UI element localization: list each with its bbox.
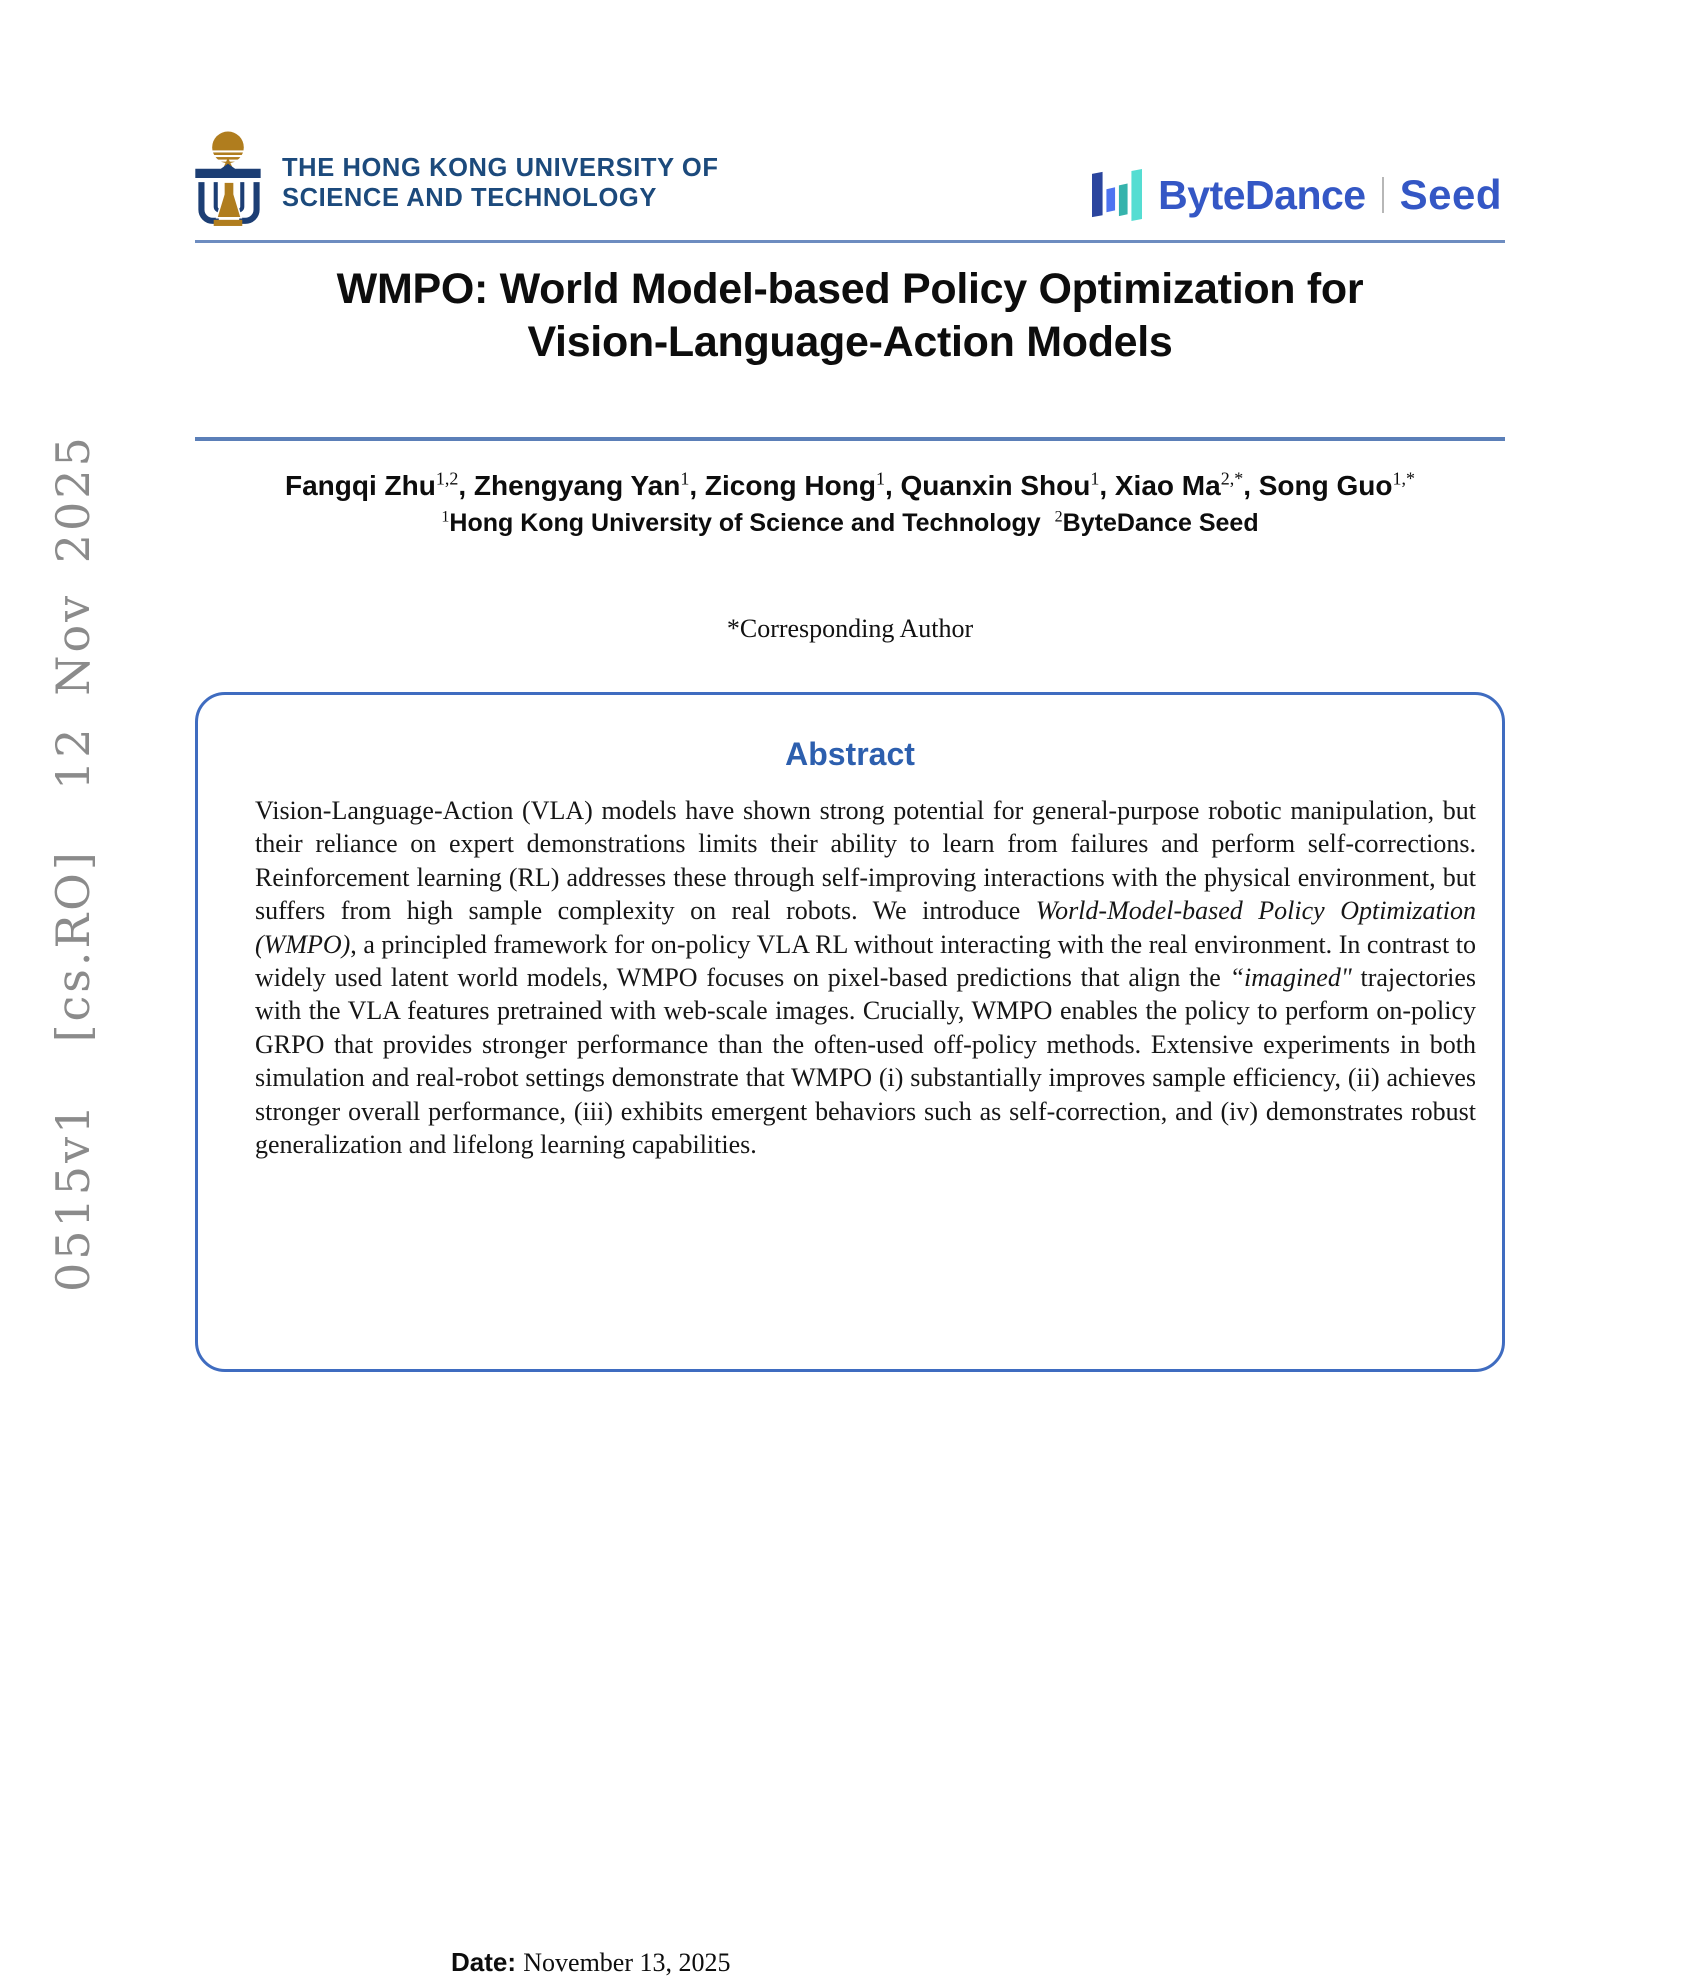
paper-title-line2: Vision-Language-Action Models	[527, 318, 1173, 366]
paper-title	[0, 263, 1700, 369]
date-value: November 13, 2025	[523, 1948, 731, 1977]
author-name: Fangqi Zhu$^{1,2}$	[284, 468, 459, 501]
author-list: Fangqi Zhu$^{1,2}$, Zhengyang Yan$^1$, Zicong Hong$^1$, Quanxin Shou$^1$, Xiao $Ma^{2,*}$, Song Guo$^{1,*}$	[284, 468, 1416, 501]
logo-divider	[1382, 177, 1384, 213]
arxiv-stamp-label: 0515v1 [cs.RO] 12 Nov 2025	[46, 434, 100, 1292]
bytedance-seed-logo	[1092, 166, 1502, 224]
author-name: Quanxin Shou$^1$	[900, 468, 1100, 501]
hkust-line1: THE HONG KONG UNIVERSITY OF	[282, 154, 719, 182]
corresponding-author-note: *Corresponding Author	[726, 614, 974, 643]
hkust-logo-text	[282, 130, 719, 228]
header-divider-rule	[195, 240, 1505, 243]
affiliation-list	[0, 509, 1700, 538]
hkust-line2: SCIENCE AND TECHNOLOGY	[282, 184, 657, 212]
paper-title-line1: WMPO: World Model-based Policy Optimization for	[336, 265, 1364, 313]
date-line	[451, 1947, 731, 1978]
bytedance-icon	[1092, 168, 1142, 222]
bytedance-wordmark: ByteDance	[1158, 171, 1366, 218]
author-name: Zhengyang Yan$^1$	[473, 468, 690, 501]
abstract-heading: Abstract	[785, 736, 915, 772]
affiliation: $^1$Hong Kong University of Science and Technology	[441, 508, 1041, 537]
seed-wordmark: Seed	[1399, 171, 1502, 218]
abstract-text: Vision-Language-Action (VLA) models have shown strong potential for general-purpose robotic manipulation, but their reliance on expert demonstrations limits their ability to learn from failures and perform self-corrections. Reinforcement learning (RL) addresses these through self-improving interactions with the physical environment, but suffers from high sample complexity on real robots. We introduce World-Model-based Policy Optimization (WMPO), a principled framework for on-policy VLA RL without interacting with the real environment. In contrast to widely used latent world models, WMPO focuses on pixel-based predictions that align the “imagined" trajectories with the VLA features pretrained with web-scale images. Crucially, WMPO enables the policy to perform on-policy GRPO that provides stronger performance than the often-used off-policy methods. Extensive experiments in both simulation and real-robot settings demonstrate that WMPO (i) substantially improves sample efficiency, (ii) achieves stronger overall performance, (iii) exhibits emergent behaviors such as self-correction, and (iv) demonstrates robust generalization and lifelong learning capabilities.	[255, 796, 1476, 1160]
title-divider-rule	[195, 437, 1505, 441]
hkust-emblem-icon	[193, 130, 265, 228]
author-name: Song Guo$^{1,*}$	[1258, 468, 1416, 501]
author-name: Zicong Hong$^1$	[704, 468, 885, 501]
abstract-box	[195, 692, 1505, 1977]
author-name: Xiao $Ma^{2,*}$	[1114, 468, 1244, 501]
affiliation: $^2$ByteDance Seed	[1054, 508, 1259, 537]
date-label: Date:	[451, 1947, 517, 1977]
hkust-logo	[193, 130, 719, 228]
